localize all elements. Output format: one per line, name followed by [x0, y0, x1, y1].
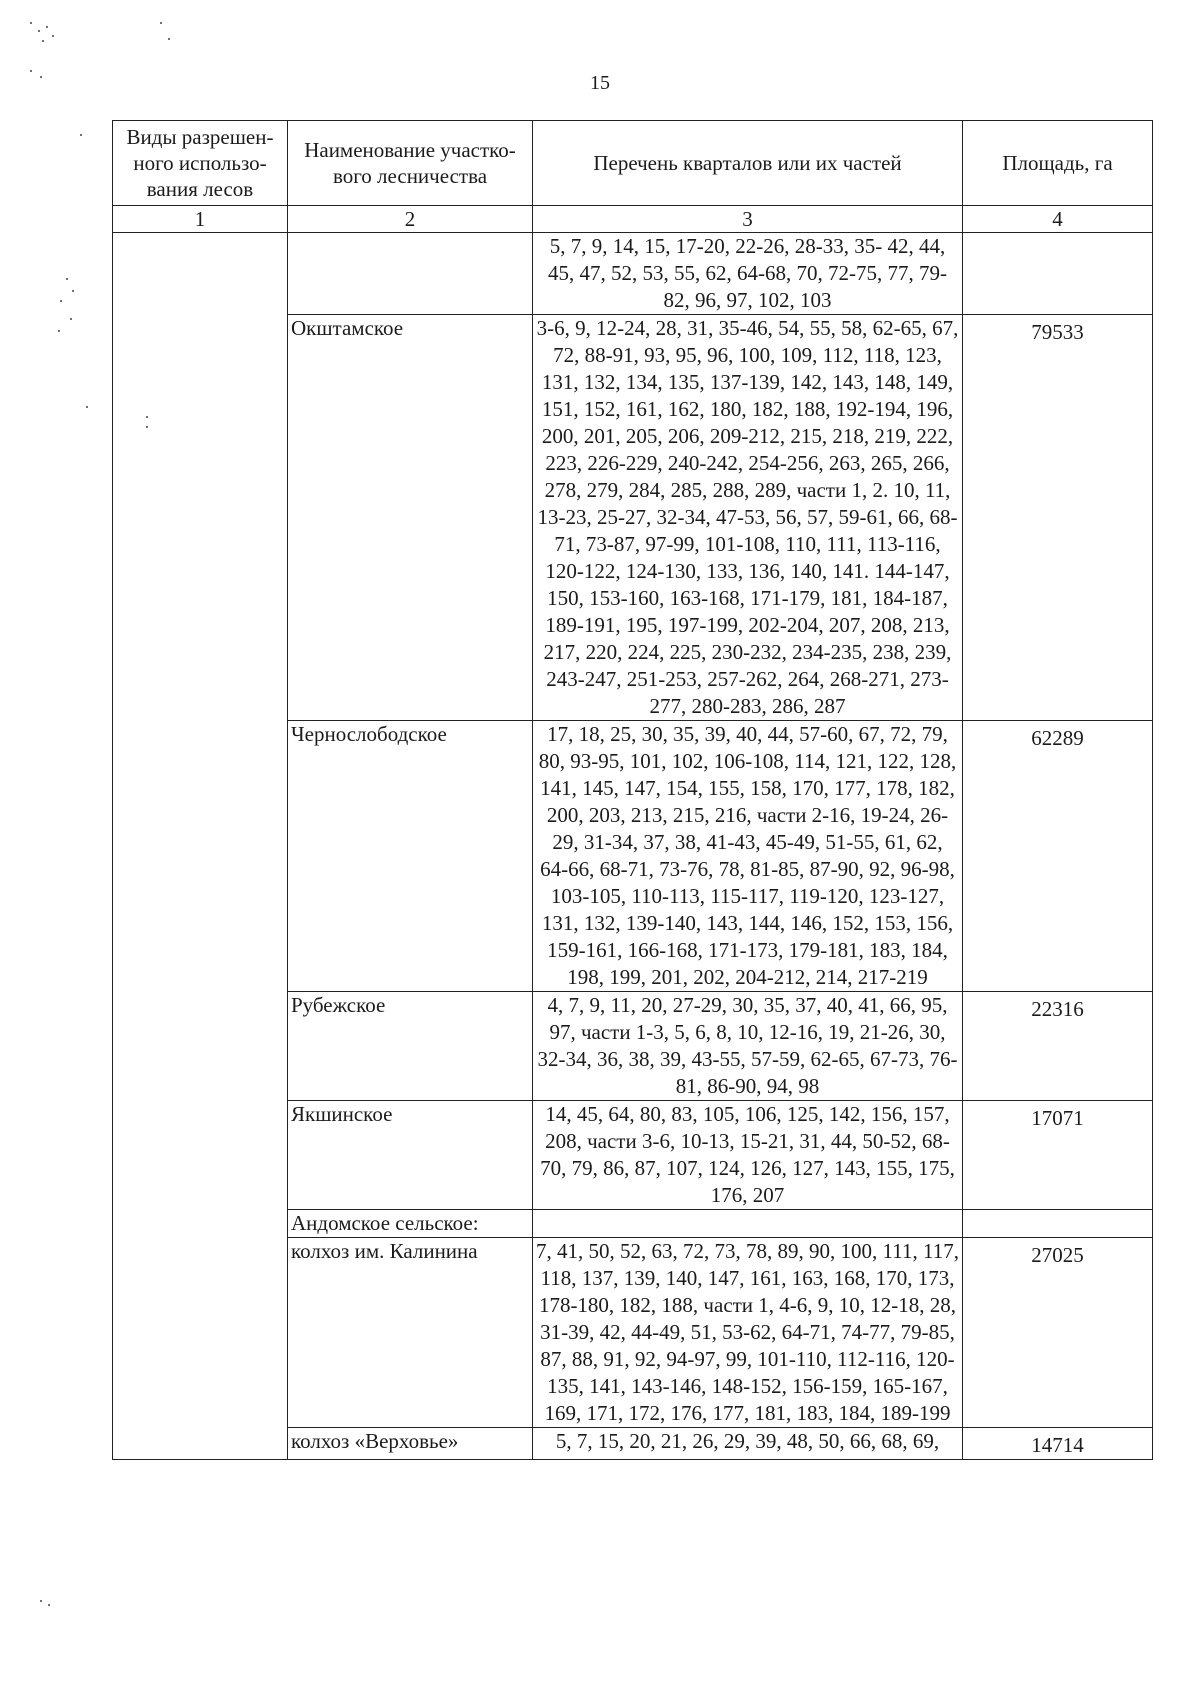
- district-name: Окштамское: [288, 315, 533, 721]
- quarter-list: 14, 45, 64, 80, 83, 105, 106, 125, 142, 156, 157, 208, части 3-6, 10-13, 15-21, 31, 44, 50-52, 68-70, 79, 86, 87, 107, 124, 126, 127, 143, 155, 175, 176, 207: [533, 1101, 963, 1210]
- area-value: 14714: [963, 1428, 1153, 1460]
- district-name: [288, 233, 533, 315]
- quarter-list: 17, 18, 25, 30, 35, 39, 40, 44, 57-60, 67, 72, 79, 80, 93-95, 101, 102, 106-108, 114, 121, 122, 128, 141, 145, 147, 154, 155, 158, 170, 177, 178, 182, 200, 203, 213, 215, 216, части 2-16, 19-24, 26-29, 31-34, 37, 38, 41-43, 45-49, 51-55, 61, 62, 64-66, 68-71, 73-76, 78, 81-85, 87-90, 92, 96-98, 103-105, 110-113, 115-117, 119-120, 123-127, 131, 132, 139-140, 143, 144, 146, 152, 153, 156, 159-161, 166-168, 171-173, 179-181, 183, 184, 198, 199, 201, 202, 204-212, 214, 217-219: [533, 721, 963, 992]
- header-area: Площадь, га: [963, 121, 1153, 206]
- area-value: 27025: [963, 1238, 1153, 1428]
- use-type-cell: [113, 233, 288, 1460]
- table-row: [113, 233, 1153, 315]
- area-value: 62289: [963, 721, 1153, 992]
- quarter-list: [533, 1210, 963, 1238]
- table-header-row: [113, 121, 1153, 206]
- district-name: Якшинское: [288, 1101, 533, 1210]
- quarter-list: 5, 7, 15, 20, 21, 26, 29, 39, 48, 50, 66, 68, 69,: [533, 1428, 963, 1460]
- header-district-name: Наименование участко-вого лесничества: [288, 121, 533, 206]
- area-value: 79533: [963, 315, 1153, 721]
- column-number: 4: [963, 206, 1153, 233]
- column-number-row: [113, 206, 1153, 233]
- district-name: Чернослободское: [288, 721, 533, 992]
- forest-use-table: [112, 120, 1153, 1460]
- column-number: 3: [533, 206, 963, 233]
- area-value: [963, 233, 1153, 315]
- page-number: 15: [590, 72, 610, 94]
- header-use-types: Виды разрешен-ного использо-вания лесов: [113, 121, 288, 206]
- column-number: 1: [113, 206, 288, 233]
- district-name: Андомское сельское:: [288, 1210, 533, 1238]
- area-value: 17071: [963, 1101, 1153, 1210]
- quarter-list: 3-6, 9, 12-24, 28, 31, 35-46, 54, 55, 58, 62-65, 67, 72, 88-91, 93, 95, 96, 100, 109, 112, 118, 123, 131, 132, 134, 135, 137-139, 142, 143, 148, 149, 151, 152, 161, 162, 180, 182, 188, 192-194, 196, 200, 201, 205, 206, 209-212, 215, 218, 219, 222, 223, 226-229, 240-242, 254-256, 263, 265, 266, 278, 279, 284, 285, 288, 289, части 1, 2. 10, 11, 13-23, 25-27, 32-34, 47-53, 56, 57, 59-61, 66, 68-71, 73-87, 97-99, 101-108, 110, 111, 113-116, 120-122, 124-130, 133, 136, 140, 141. 144-147, 150, 153-160, 163-168, 171-179, 181, 184-187, 189-191, 195, 197-199, 202-204, 207, 208, 213, 217, 220, 224, 225, 230-232, 234-235, 238, 239, 243-247, 251-253, 257-262, 264, 268-271, 273-277, 280-283, 286, 287: [533, 315, 963, 721]
- header-quarter-list: Перечень кварталов или их частей: [533, 121, 963, 206]
- area-value: 22316: [963, 992, 1153, 1101]
- district-name: колхоз им. Калинина: [288, 1238, 533, 1428]
- quarter-list: 7, 41, 50, 52, 63, 72, 73, 78, 89, 90, 100, 111, 117, 118, 137, 139, 140, 147, 161, 163, 168, 170, 173, 178-180, 182, 188, части 1, 4-6, 9, 10, 12-18, 28, 31-39, 42, 44-49, 51, 53-62, 64-71, 74-77, 79-85, 87, 88, 91, 92, 94-97, 99, 101-110, 112-116, 120-135, 141, 143-146, 148-152, 156-159, 165-167, 169, 171, 172, 176, 177, 181, 183, 184, 189-199: [533, 1238, 963, 1428]
- column-number: 2: [288, 206, 533, 233]
- district-name: Рубежское: [288, 992, 533, 1101]
- quarter-list: 4, 7, 9, 11, 20, 27-29, 30, 35, 37, 40, 41, 66, 95, 97, части 1-3, 5, 6, 8, 10, 12-16, 19, 21-26, 30, 32-34, 36, 38, 39, 43-55, 57-59, 62-65, 67-73, 76-81, 86-90, 94, 98: [533, 992, 963, 1101]
- forest-use-table-container: [112, 120, 1152, 1460]
- quarter-list: 5, 7, 9, 14, 15, 17-20, 22-26, 28-33, 35- 42, 44, 45, 47, 52, 53, 55, 62, 64-68, 70, 72-75, 77, 79-82, 96, 97, 102, 103: [533, 233, 963, 315]
- area-value: [963, 1210, 1153, 1238]
- district-name: колхоз «Верховье»: [288, 1428, 533, 1460]
